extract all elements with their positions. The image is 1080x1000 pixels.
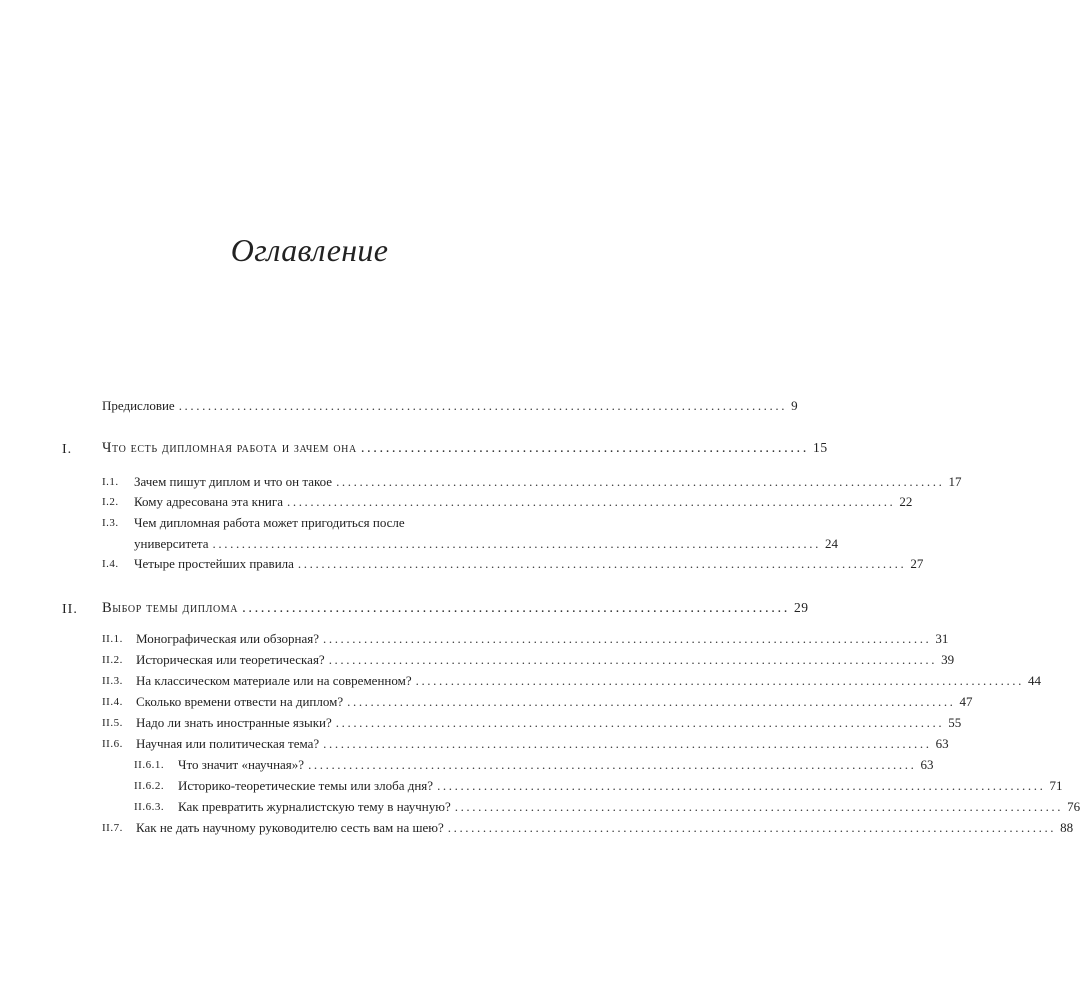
- toc-section-title-line1[interactable]: Чем дипломная работа может пригодиться после: [134, 515, 405, 530]
- chapter-number: II.: [62, 602, 78, 617]
- dot-leader: ........................................................................................................: [178, 398, 788, 413]
- toc-subsection-page: 63: [920, 757, 934, 772]
- toc-subsection-title: Историко-теоретические темы или злоба дня?: [178, 778, 434, 793]
- toc-subsection[interactable]: [178, 757, 934, 773]
- toc-section[interactable]: [136, 694, 973, 710]
- toc-section-title: Историческая или теоретическая?: [136, 652, 325, 667]
- toc-subsection-title: Что значит «научная»?: [178, 757, 305, 772]
- toc-section-page: 39: [941, 652, 955, 667]
- dot-leader: ........................................................................................................: [447, 820, 1057, 835]
- toc-chapter-title: Выбор темы диплома: [102, 600, 239, 616]
- toc-section-page: 63: [935, 736, 949, 751]
- toc-section-title: Как не дать научному руководителю сесть вам на шею?: [136, 820, 444, 835]
- toc-section-page: 22: [899, 494, 913, 509]
- toc-chapter-page: 29: [793, 600, 809, 615]
- section-number: II.5.: [102, 717, 123, 729]
- toc-section-title: Научная или политическая тема?: [136, 736, 320, 751]
- section-number: I.2.: [102, 496, 119, 508]
- toc-subsection[interactable]: [178, 799, 1080, 815]
- dot-leader: ........................................................................................................: [335, 715, 945, 730]
- dot-leader: ........................................................................................................: [297, 556, 907, 571]
- toc-section-title: Надо ли знать иностранные языки?: [136, 715, 332, 730]
- toc-entry-title: Предисловие: [102, 398, 175, 413]
- toc-subsection-page: 71: [1049, 778, 1063, 793]
- dot-leader: ........................................................................................................: [415, 673, 1025, 688]
- page-title: Оглавление: [230, 232, 389, 268]
- subsection-number: II.6.1.: [134, 759, 165, 771]
- dot-leader: ........................................................................................................: [287, 494, 896, 509]
- toc-section-page: 24: [824, 536, 838, 551]
- subsection-number: II.6.2.: [134, 780, 165, 792]
- toc-section-title: На классическом материале или на современном?: [136, 673, 412, 688]
- chapter-number: I.: [62, 442, 73, 457]
- toc-section-page: 44: [1028, 673, 1042, 688]
- toc-subsection-page: 76: [1067, 799, 1080, 814]
- dot-leader: ........................................................................................: [242, 600, 790, 616]
- toc-chapter-2[interactable]: [102, 600, 809, 617]
- toc-section-page: 31: [935, 631, 949, 646]
- toc-section[interactable]: [134, 536, 838, 552]
- toc-section-title: Четыре простейших правила: [134, 556, 294, 571]
- toc-section-page: 55: [948, 715, 962, 730]
- toc-subsection[interactable]: [178, 778, 1063, 794]
- section-number: II.4.: [102, 696, 123, 708]
- section-number: II.2.: [102, 654, 123, 666]
- toc-chapter-title: Что есть дипломная работа и зачем она: [102, 440, 357, 456]
- dot-leader: ........................................................................................................: [212, 536, 821, 551]
- toc-section-page: 17: [948, 474, 962, 489]
- toc-section-page: 47: [959, 694, 973, 709]
- dot-leader: ........................................................................: [360, 440, 810, 456]
- toc-section[interactable]: [136, 673, 1042, 689]
- dot-leader: ........................................................................................................: [347, 694, 956, 709]
- section-number: II.1.: [102, 633, 123, 645]
- dot-leader: ........................................................................................................: [454, 799, 1064, 814]
- section-number: I.3.: [102, 517, 119, 529]
- toc-section-title: Сколько времени отвести на диплом?: [136, 694, 344, 709]
- toc-section-title: Монографическая или обзорная?: [136, 631, 319, 646]
- toc-section-title: Кому адресована эта книга: [134, 494, 283, 509]
- toc-section-title-line2: университета: [134, 536, 209, 551]
- toc-section[interactable]: [134, 474, 962, 490]
- toc-chapter-page: 15: [813, 440, 828, 455]
- subsection-number: II.6.3.: [134, 801, 165, 813]
- toc-section[interactable]: [136, 715, 962, 731]
- toc-section[interactable]: [134, 494, 913, 510]
- toc-section-page: 88: [1060, 820, 1074, 835]
- section-number: II.7.: [102, 822, 123, 834]
- toc-section[interactable]: [136, 631, 949, 647]
- dot-leader: ........................................................................................................: [336, 474, 945, 489]
- toc-entry-preface[interactable]: [102, 398, 798, 414]
- dot-leader: ........................................................................................................: [308, 757, 917, 772]
- toc-section[interactable]: [136, 652, 955, 668]
- toc-section-page: 27: [910, 556, 924, 571]
- toc-subsection-title: Как превратить журналистскую тему в научную?: [178, 799, 451, 814]
- dot-leader: ........................................................................................................: [328, 652, 938, 667]
- dot-leader: ........................................................................................................: [323, 631, 932, 646]
- toc-section[interactable]: [136, 820, 1074, 836]
- toc-entry-page: 9: [791, 398, 798, 413]
- toc-section[interactable]: [134, 556, 924, 572]
- toc-chapter-1[interactable]: [102, 440, 828, 457]
- section-number: II.6.: [102, 738, 123, 750]
- section-number: II.3.: [102, 675, 123, 687]
- section-number: I.1.: [102, 476, 119, 488]
- toc-section[interactable]: [136, 736, 949, 752]
- toc-section-title: Зачем пишут диплом и что он такое: [134, 474, 333, 489]
- dot-leader: ........................................................................................................: [437, 778, 1046, 793]
- section-number: I.4.: [102, 558, 119, 570]
- dot-leader: ........................................................................................................: [323, 736, 932, 751]
